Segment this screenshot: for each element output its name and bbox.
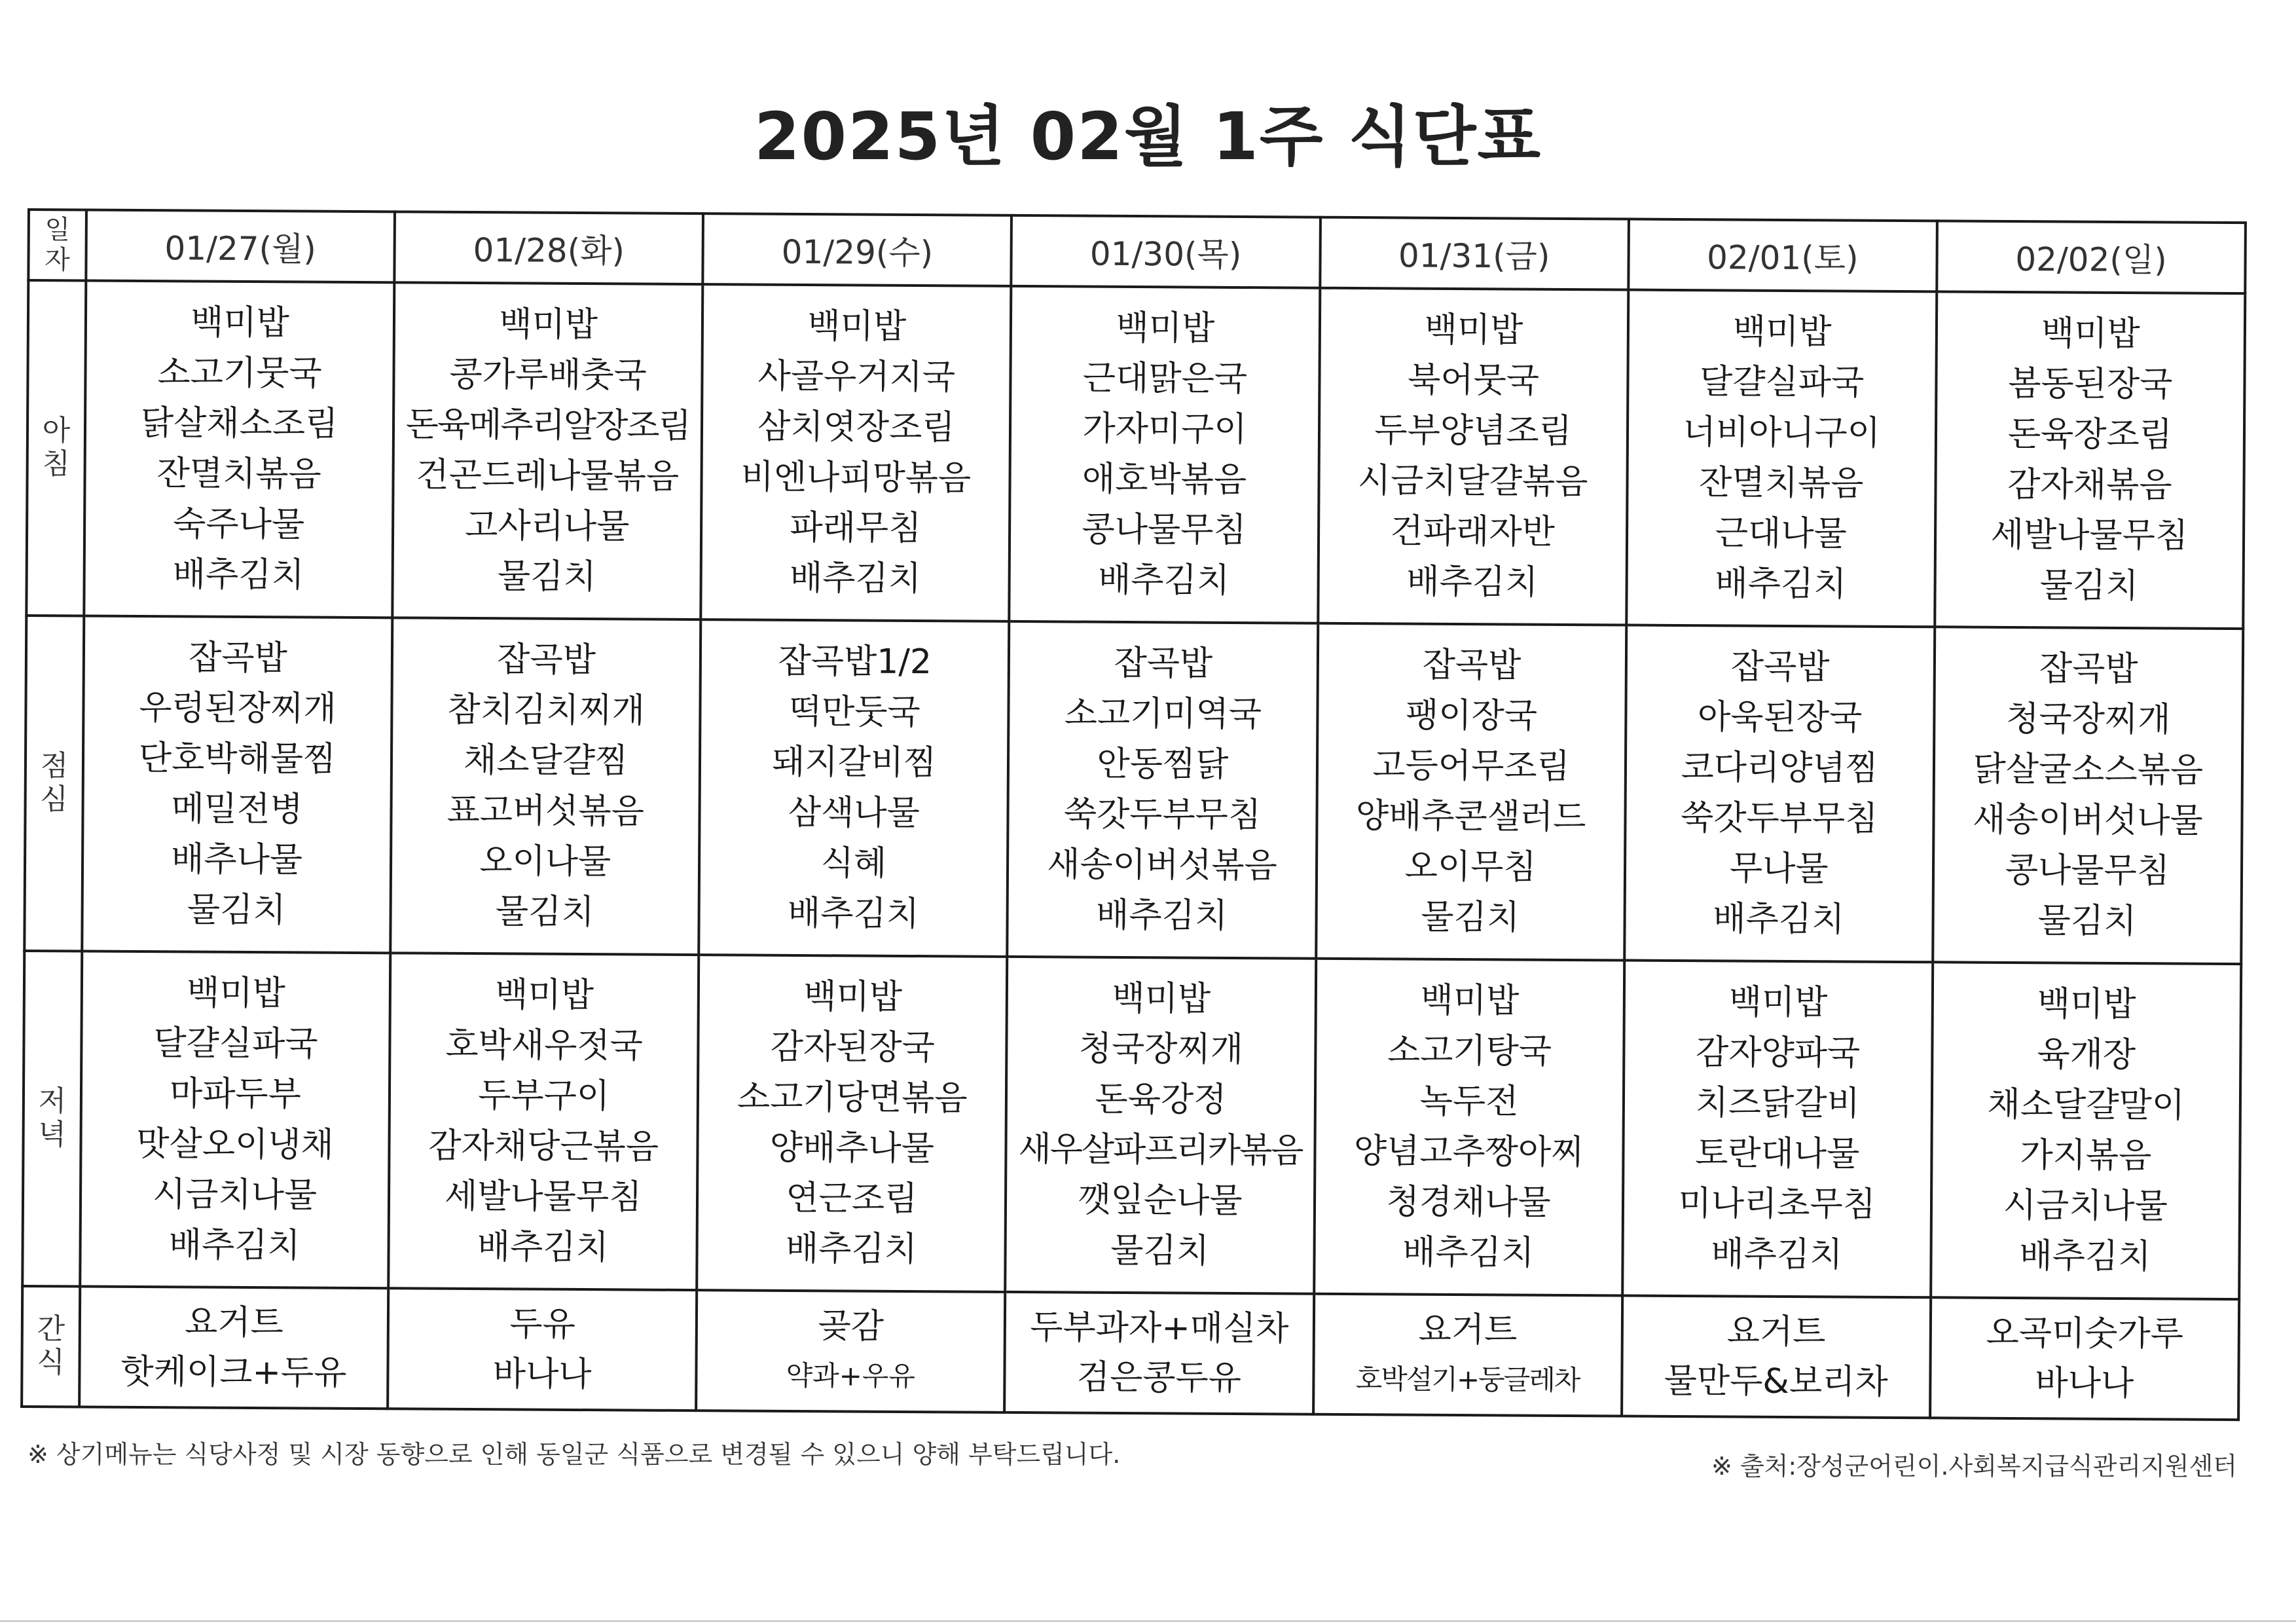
menu-item: 백미밥 [1116, 308, 1215, 348]
menu-item: 배추나물 [171, 840, 303, 880]
menu-cell [1626, 290, 1937, 627]
menu-cell [697, 955, 1007, 1292]
menu-item: 양념고추짱아찌 [1353, 1132, 1584, 1173]
menu-item: 시금치달걀볶음 [1357, 461, 1588, 502]
menu-item: 바나나 [492, 1354, 592, 1395]
menu-item: 닭살채소조림 [140, 403, 338, 444]
menu-item: 물김치 [497, 557, 596, 597]
menu-cell [1005, 1292, 1314, 1414]
menu-cell [79, 1287, 388, 1409]
menu-item: 소고기탕국 [1387, 1031, 1552, 1071]
menu-item: 시금치나물 [152, 1175, 318, 1215]
menu-item: 배추김치 [787, 893, 920, 934]
meal-label-char: 침 [42, 447, 71, 481]
meal-label-char: 간 [37, 1312, 65, 1346]
menu-item: 마파두부 [169, 1074, 302, 1115]
menu-item: 백미밥 [191, 303, 290, 343]
menu-item: 새우살파프리카볶음 [1018, 1130, 1303, 1171]
menu-cell [696, 1290, 1005, 1412]
menu-item: 물김치 [2037, 901, 2137, 942]
menu-item: 물김치 [1421, 897, 1520, 938]
menu-item: 새송이버섯볶음 [1047, 845, 1278, 886]
menu-item: 배추김치 [785, 1228, 918, 1270]
menu-item: 배추김치 [2019, 1236, 2151, 1277]
menu-item: 잡곡밥 [1114, 643, 1213, 684]
menu-item: 소고기뭇국 [157, 353, 322, 394]
menu-item: 채소달걀찜 [463, 740, 629, 781]
meal-label-char: 식 [37, 1346, 65, 1380]
menu-item: 표고버섯볶음 [446, 790, 645, 832]
menu-item: 근대나물 [1715, 513, 1848, 554]
menu-item: 물김치 [187, 890, 286, 931]
menu-item: 잡곡밥 [1422, 645, 1522, 686]
meal-label-char: 저 [38, 1084, 67, 1118]
menu-item: 백미밥 [499, 304, 598, 345]
menu-item: 두유 [509, 1304, 576, 1344]
menu-cell [82, 616, 392, 953]
day-header: 01/28(화) [394, 212, 703, 284]
menu-cell [699, 619, 1010, 957]
menu-item: 사골우거지국 [757, 356, 956, 397]
menu-cell [1933, 627, 2243, 964]
menu-item: 치즈닭갈비 [1695, 1083, 1860, 1124]
menu-item: 연근조림 [786, 1178, 918, 1219]
menu-item: 배추김치 [172, 555, 304, 595]
meal-label-cell [22, 951, 82, 1287]
menu-item: 두부양념조림 [1374, 411, 1573, 452]
menu-item: 무나물 [1729, 849, 1829, 889]
menu-item: 가자미구이 [1082, 409, 1247, 450]
menu-item: 우렁된장찌개 [139, 688, 337, 729]
meal-label-char: 아 [42, 414, 71, 448]
menu-item: 잡곡밥 [188, 638, 288, 678]
menu-item: 채소달걀말이 [1987, 1084, 2185, 1126]
menu-item: 고등어무조림 [1372, 746, 1570, 786]
menu-item: 떡만둣국 [788, 692, 920, 733]
menu-item: 오곡미숫가루 [1986, 1313, 2184, 1354]
menu-item: 백미밥 [495, 975, 594, 1016]
menu-item: 배추김치 [1713, 899, 1845, 940]
meal-label-char: 점 [40, 749, 69, 783]
menu-item: 백미밥 [1732, 312, 1832, 352]
menu-item: 요거트 [1726, 1312, 1826, 1352]
menu-item: 배추김치 [1406, 562, 1539, 602]
menu-item: 북어뭇국 [1407, 360, 1540, 401]
menu-item: 백미밥 [1424, 310, 1523, 350]
menu-cell [1622, 1295, 1931, 1418]
menu-item: 요거트 [184, 1302, 284, 1343]
menu-item: 삼색나물 [788, 792, 920, 834]
menu-item: 백미밥 [186, 973, 285, 1014]
menu-item: 양배추나물 [769, 1128, 935, 1169]
menu-item: 달걀실파국 [153, 1024, 318, 1064]
menu-item: 배추김치 [477, 1227, 609, 1268]
menu-item: 세발나물무침 [444, 1176, 642, 1217]
menu-item: 봄동된장국 [2008, 363, 2173, 405]
menu-item: 녹두전 [1419, 1081, 1519, 1122]
menu-item: 돈육메추리알장조림 [405, 405, 690, 447]
menu-item: 감자된장국 [770, 1027, 936, 1068]
snack-row [22, 1286, 2239, 1420]
menu-item: 돼지갈비찜 [772, 742, 937, 783]
page-title: 2025년 02월 1주 식단표 [754, 98, 1542, 175]
menu-item: 오이무침 [1404, 847, 1537, 887]
day-header: 01/31(금) [1320, 217, 1629, 290]
menu-item: 배추김치 [1402, 1232, 1535, 1273]
day-header: 01/29(수) [703, 213, 1012, 286]
menu-item: 배추김치 [1095, 895, 1228, 936]
menu-item: 돈육강정 [1095, 1079, 1227, 1120]
menu-item: 닭살굴소스볶음 [1973, 749, 2204, 790]
menu-item: 청국장찌개 [1078, 1029, 1244, 1070]
menu-item: 육개장 [2037, 1035, 2136, 1075]
day-header: 01/30(목) [1011, 215, 1321, 288]
menu-item: 배추김치 [789, 558, 922, 599]
menu-item: 세발나물무침 [1990, 515, 2189, 556]
menu-item: 건곤드레나물볶음 [416, 455, 680, 496]
menu-cell [701, 284, 1011, 621]
menu-cell [390, 618, 701, 955]
weekly-menu-table [20, 208, 2247, 1421]
source-notice: ※ 출처:장성군어린이.사회복지급식관리지원센터 [1711, 1452, 2237, 1481]
menu-item: 잡곡밥1/2 [778, 641, 932, 682]
menu-item: 식혜 [820, 843, 887, 883]
menu-cell [1316, 623, 1626, 961]
meal-label-cell [24, 616, 84, 951]
menu-item: 잡곡밥 [1730, 647, 1830, 688]
menu-item: 소고기당면볶음 [737, 1077, 968, 1118]
menu-item: 팽이장국 [1405, 695, 1538, 736]
menu-item: 메밀전병 [171, 789, 303, 830]
menu-item: 두부구이 [478, 1076, 610, 1116]
menu-item: 물김치 [2039, 566, 2139, 606]
menu-item: 백미밥 [1112, 978, 1211, 1019]
menu-item: 삼치엿장조림 [757, 407, 955, 448]
menu-item: 배추김치 [168, 1225, 301, 1266]
menu-item: 물김치 [1110, 1230, 1210, 1271]
menu-item: 깻잎순나물 [1078, 1180, 1243, 1221]
menu-cell [1935, 291, 2245, 629]
meal-label-char: 심 [40, 783, 69, 817]
menu-item: 가지볶음 [2020, 1135, 2152, 1176]
menu-item: 백미밥 [2041, 314, 2140, 354]
menu-item: 곶감 [818, 1306, 884, 1346]
menu-item: 콩나물무침 [2005, 850, 2170, 891]
menu-item: 코다리양념찜 [1681, 748, 1879, 788]
menu-cell [388, 953, 699, 1290]
menu-item: 달걀실파국 [1699, 362, 1865, 403]
lunch-row [24, 616, 2243, 964]
menu-item: 물만두&보리차 [1664, 1361, 1888, 1402]
menu-item: 약과+우유 [786, 1359, 916, 1393]
menu-item: 쑥갓두부무침 [1680, 798, 1878, 839]
menu-cell [1624, 625, 1935, 963]
menu-item: 토란대나물 [1694, 1134, 1860, 1174]
menu-item: 미나리초무침 [1678, 1183, 1876, 1225]
menu-item: 요거트 [1418, 1310, 1518, 1350]
menu-item: 백미밥 [807, 306, 907, 346]
date-label-top: 일 [45, 215, 71, 246]
menu-cell [1314, 959, 1624, 1296]
day-header: 01/27(월) [86, 210, 395, 283]
menu-item: 소고기미역국 [1064, 693, 1262, 735]
menu-item: 감자채볶음 [2007, 464, 2172, 506]
menu-item: 검은콩두유 [1076, 1357, 1242, 1399]
menu-item: 백미밥 [1420, 980, 1520, 1021]
menu-cell [388, 1288, 697, 1411]
menu-item: 건파래자반 [1390, 511, 1556, 552]
menu-item: 시금치나물 [2003, 1185, 2168, 1227]
menu-item: 감자채당근볶음 [428, 1126, 659, 1167]
menu-cell [392, 282, 702, 619]
menu-item: 물김치 [495, 892, 594, 932]
menu-cell [1006, 957, 1316, 1294]
meal-label-char: 녁 [38, 1118, 67, 1152]
menu-item: 참치김치찌개 [447, 690, 646, 731]
menu-item: 새송이버섯나물 [1972, 800, 2203, 841]
menu-item: 배추김치 [1097, 560, 1230, 600]
menu-item: 배추김치 [1715, 564, 1847, 604]
menu-item: 호박새우젓국 [445, 1025, 644, 1066]
menu-item: 배추김치 [1711, 1234, 1843, 1275]
menu-cell [1313, 1294, 1622, 1416]
menu-cell [1931, 962, 2241, 1299]
menu-item: 백미밥 [2037, 984, 2136, 1025]
menu-item: 잡곡밥 [2039, 649, 2138, 690]
menu-item: 파래무침 [790, 507, 922, 549]
menu-item: 너비아니구이 [1683, 413, 1881, 453]
menu-item: 두부과자+매실차 [1030, 1308, 1289, 1349]
dinner-row [22, 951, 2241, 1299]
scan-edge-line [0, 1620, 2296, 1622]
menu-item: 쑥갓두부무침 [1063, 794, 1262, 836]
menu-cell [1010, 286, 1320, 623]
date-header-row [28, 210, 2246, 293]
menu-item: 돈육장조림 [2007, 414, 2173, 455]
menu-item: 맛살오이냉채 [136, 1124, 334, 1165]
menu-change-notice: ※ 상기메뉴는 식당사정 및 시장 동향으로 인해 동일군 식품으로 변경될 수 있으니 양해 부탁드립니다. [27, 1440, 1121, 1469]
menu-item: 바나나 [2035, 1363, 2134, 1404]
menu-item: 오이나물 [479, 841, 611, 882]
menu-item: 백미밥 [1728, 982, 1828, 1023]
menu-item: 청경채나물 [1386, 1182, 1551, 1223]
menu-cell [80, 951, 390, 1289]
menu-item: 애호박볶음 [1082, 459, 1247, 500]
menu-item: 고사리나물 [465, 506, 630, 547]
date-label-bottom: 자 [45, 245, 70, 276]
day-header: 02/02(일) [1937, 221, 2246, 293]
menu-item: 안동찜닭 [1097, 744, 1229, 784]
menu-cell [1008, 621, 1318, 959]
menu-item: 잔멸치볶음 [156, 454, 321, 494]
menu-item: 근대맑은국 [1082, 358, 1248, 399]
date-label-cell [28, 210, 86, 281]
meal-label-cell [26, 280, 86, 616]
menu-item: 핫케이크+두유 [120, 1352, 347, 1393]
menu-item: 숙주나물 [173, 504, 305, 545]
breakfast-row [26, 280, 2245, 629]
meal-label-cell [22, 1286, 80, 1407]
menu-cell [84, 281, 394, 618]
menu-item: 단호박해물찜 [138, 739, 337, 779]
menu-cell [1318, 288, 1628, 625]
menu-item: 잔멸치볶음 [1699, 463, 1864, 504]
menu-item: 감자양파국 [1695, 1033, 1861, 1073]
menu-item: 비엔나피망볶음 [740, 457, 972, 498]
menu-item: 잡곡밥 [497, 640, 596, 680]
menu-item: 콩나물무침 [1082, 509, 1247, 551]
menu-item: 양배추콘샐러드 [1355, 796, 1586, 838]
day-header: 02/01(토) [1628, 219, 1937, 292]
menu-item: 호박설기+둥글레차 [1355, 1363, 1580, 1397]
menu-item: 청국장찌개 [2006, 699, 2171, 740]
menu-item: 백미밥 [803, 977, 903, 1017]
menu-cell [1930, 1297, 2239, 1420]
menu-item: 콩가루배춧국 [449, 354, 647, 396]
menu-item: 아욱된장국 [1697, 697, 1863, 738]
menu-cell [1622, 960, 1933, 1297]
